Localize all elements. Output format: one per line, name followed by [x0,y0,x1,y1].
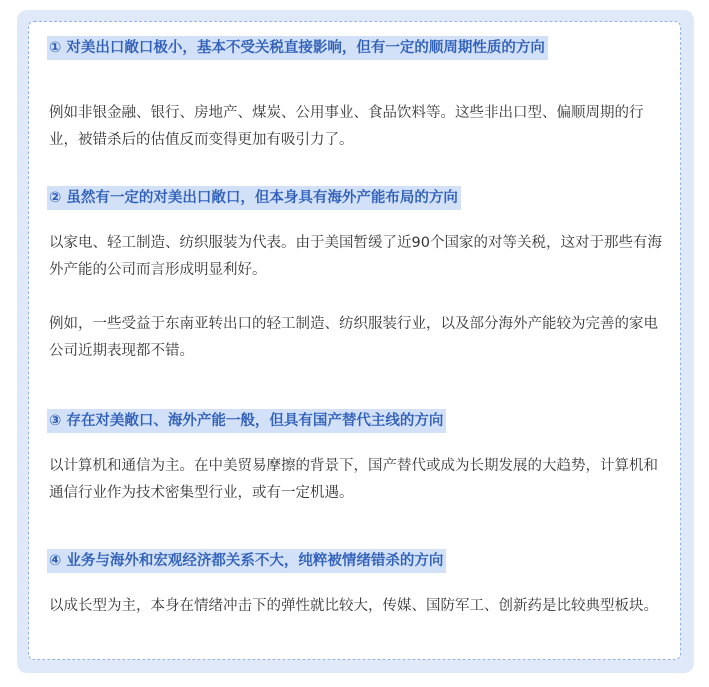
section-2-paragraph-1: 以家电、轻工制造、纺织服装为代表。由于美国暂缓了近90个国家的对等关税，这对于那些有海外产能的公司而言形成明显利好。 [49,235,662,278]
article-card [28,21,681,660]
section-1-heading: ① 对美出口敞口极小，基本不受关税直接影响，但有一定的顺周期性质的方向 [47,36,548,60]
section-1-paragraph: 例如非银金融、银行、房地产、煤炭、公用事业、食品饮料等。这些非出口型、偏顺周期的行业，被错杀后的估值反而变得更加有吸引力了。 [49,105,644,148]
section-3-heading: ③ 存在对美敞口、海外产能一般，但具有国产替代主线的方向 [47,409,446,433]
section-4-heading: ④ 业务与海外和宏观经济都关系不大，纯粹被情绪错杀的方向 [47,549,446,573]
section-3-paragraph: 以计算机和通信为主。在中美贸易摩擦的背景下，国产替代或成为长期发展的大趋势，计算机和通信行业作为技术密集型行业，或有一定机遇。 [49,458,658,501]
section-4-paragraph: 以成长型为主，本身在情绪冲击下的弹性就比较大，传媒、国防军工、创新药是比较典型板块。 [49,598,658,614]
article-card-frame [17,10,694,673]
section-2-heading: ② 虽然有一定的对美出口敞口，但本身具有海外产能布局的方向 [47,186,461,210]
section-2-paragraph-2: 例如，一些受益于东南亚转出口的轻工制造、纺织服装行业，以及部分海外产能较为完善的家电公司近期表现都不错。 [49,316,658,359]
